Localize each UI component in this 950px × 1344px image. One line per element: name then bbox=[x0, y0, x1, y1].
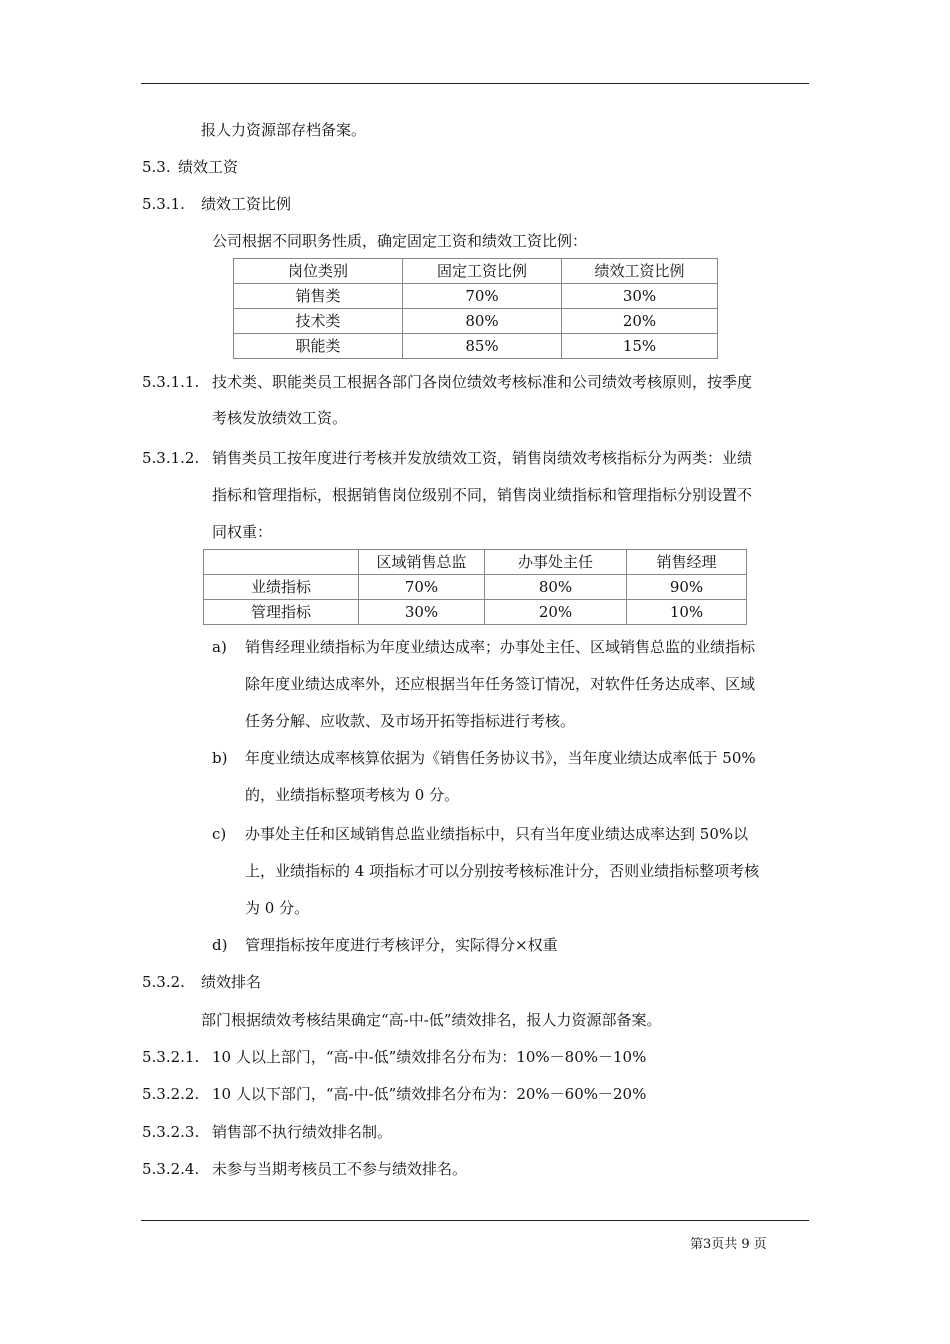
section-5-3-2-2-text: 10 人以下部门，“高-中-低”绩效排名分布为：20%－60%－20% bbox=[212, 1085, 647, 1103]
section-5-3-2-2-number: 5.3.2.2. bbox=[142, 1085, 200, 1103]
section-5-3-2-title: 绩效排名 bbox=[201, 973, 262, 991]
table-header-cell bbox=[204, 550, 359, 575]
section-5-3-2-4-text: 未参与当期考核员工不参与绩效排名。 bbox=[212, 1160, 468, 1178]
section-5-3-1-2-line: 同权重： bbox=[212, 523, 273, 541]
table-cell: 70% bbox=[403, 284, 562, 309]
section-5-3-2-1-number: 5.3.2.1. bbox=[142, 1048, 200, 1066]
table-row bbox=[234, 334, 718, 359]
section-5-3-2-3-text: 销售部不执行绩效排名制。 bbox=[212, 1123, 393, 1141]
table-cell: 80% bbox=[485, 575, 627, 600]
table-cell: 10% bbox=[627, 600, 747, 625]
table-header-cell: 固定工资比例 bbox=[403, 259, 562, 284]
item-label: a) bbox=[212, 638, 227, 656]
item-a-line: 销售经理业绩指标为年度业绩达成率；办事处主任、区域销售总监的业绩指标 bbox=[245, 638, 756, 656]
table-row bbox=[204, 600, 747, 625]
item-a-line: 任务分解、应收款、及市场开拓等指标进行考核。 bbox=[245, 712, 576, 730]
section-5-3-2-3-number: 5.3.2.3. bbox=[142, 1123, 200, 1141]
section-5-3-1-lead: 公司根据不同职务性质，确定固定工资和绩效工资比例： bbox=[212, 232, 588, 250]
table-cell: 管理指标 bbox=[204, 600, 359, 625]
section-5-3-2-1-text: 10 人以上部门，“高-中-低”绩效排名分布为：10%－80%－10% bbox=[212, 1048, 647, 1066]
section-5-3-2-lead: 部门根据绩效考核结果确定“高-中-低”绩效排名，报人力资源部备案。 bbox=[201, 1011, 662, 1029]
footer-rule bbox=[141, 1220, 809, 1221]
ratio-table bbox=[233, 258, 718, 359]
section-5-3-1-1-line: 技术类、职能类员工根据各部门各岗位绩效考核标准和公司绩效考核原则，按季度 bbox=[212, 373, 753, 391]
section-5-3-2-4-number: 5.3.2.4. bbox=[142, 1160, 200, 1178]
table-cell: 技术类 bbox=[234, 309, 403, 334]
section-5-3-1-number: 5.3.1. bbox=[142, 195, 185, 213]
section-5-3-1-title: 绩效工资比例 bbox=[201, 195, 292, 213]
table-header-cell: 岗位类别 bbox=[234, 259, 403, 284]
table-cell: 90% bbox=[627, 575, 747, 600]
page-footer: 第3页共 9 页 bbox=[690, 1237, 767, 1252]
item-c-line: 为 0 分。 bbox=[245, 899, 310, 917]
table-cell: 职能类 bbox=[234, 334, 403, 359]
table-header-cell: 销售经理 bbox=[627, 550, 747, 575]
header-rule bbox=[141, 83, 809, 84]
table-header-row bbox=[204, 550, 747, 575]
table-cell: 70% bbox=[359, 575, 485, 600]
item-label: d) bbox=[212, 936, 228, 954]
table-cell: 30% bbox=[562, 284, 718, 309]
table-cell: 20% bbox=[562, 309, 718, 334]
item-label: c) bbox=[212, 825, 227, 843]
section-5-3-2-number: 5.3.2. bbox=[142, 973, 185, 991]
section-5-3-1-2-number: 5.3.1.2. bbox=[142, 449, 200, 467]
item-d-line: 管理指标按年度进行考核评分，实际得分×权重 bbox=[245, 936, 558, 954]
item-c-line: 办事处主任和区域销售总监业绩指标中，只有当年度业绩达成率达到 50%以 bbox=[245, 825, 749, 843]
table-cell: 30% bbox=[359, 600, 485, 625]
table-header-cell: 绩效工资比例 bbox=[562, 259, 718, 284]
weight-table bbox=[203, 549, 747, 625]
table-header-cell: 区域销售总监 bbox=[359, 550, 485, 575]
table-cell: 销售类 bbox=[234, 284, 403, 309]
table-row bbox=[204, 575, 747, 600]
item-label: b) bbox=[212, 749, 228, 767]
section-5-3-1-2-line: 指标和管理指标，根据销售岗位级别不同，销售岗业绩指标和管理指标分别设置不 bbox=[212, 486, 753, 504]
intro-line: 报人力资源部存档备案。 bbox=[201, 121, 367, 139]
table-cell: 80% bbox=[403, 309, 562, 334]
table-header-cell: 办事处主任 bbox=[485, 550, 627, 575]
table-header-row bbox=[234, 259, 718, 284]
section-5-3-1-2-line: 销售类员工按年度进行考核并发放绩效工资，销售岗绩效考核指标分为两类：业绩 bbox=[212, 449, 753, 467]
section-5-3-title: 绩效工资 bbox=[178, 158, 239, 176]
section-5-3-number: 5.3. bbox=[142, 158, 171, 176]
table-cell: 85% bbox=[403, 334, 562, 359]
table-row bbox=[234, 284, 718, 309]
table-cell: 20% bbox=[485, 600, 627, 625]
section-5-3-1-1-number: 5.3.1.1. bbox=[142, 373, 200, 391]
item-b-line: 的，业绩指标整项考核为 0 分。 bbox=[245, 786, 460, 804]
section-5-3-1-1-line: 考核发放绩效工资。 bbox=[212, 409, 348, 427]
item-b-line: 年度业绩达成率核算依据为《销售任务协议书》，当年度业绩达成率低于 50% bbox=[245, 749, 756, 767]
table-row bbox=[234, 309, 718, 334]
item-c-line: 上，业绩指标的 4 项指标才可以分别按考核标准计分，否则业绩指标整项考核 bbox=[245, 862, 760, 880]
table-cell: 业绩指标 bbox=[204, 575, 359, 600]
table-cell: 15% bbox=[562, 334, 718, 359]
item-a-line: 除年度业绩达成率外，还应根据当年任务签订情况，对软件任务达成率、区域 bbox=[245, 675, 756, 693]
